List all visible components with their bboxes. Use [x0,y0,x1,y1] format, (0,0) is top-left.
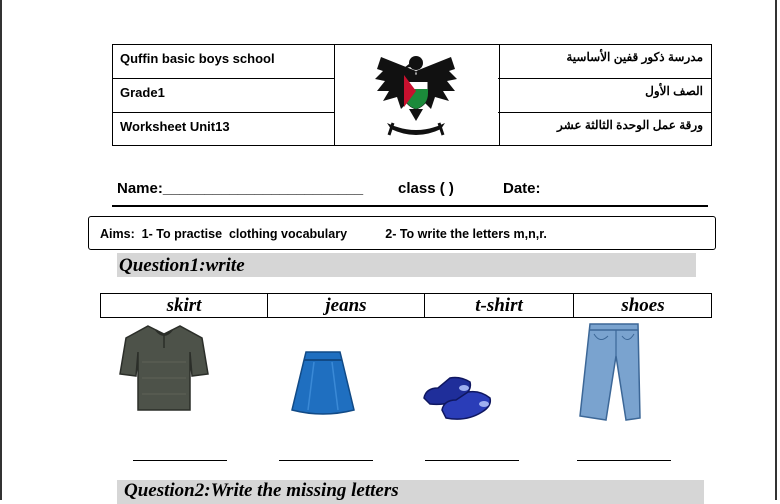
header-table [112,44,712,146]
name-label: Name:________________________ [117,180,364,197]
vocab-table [100,293,712,318]
tshirt-image [118,322,210,414]
answer-blank[interactable] [577,460,671,461]
worksheet-title-en: Worksheet Unit13 [120,119,230,134]
question1-title: Question1:write [119,255,245,276]
skirt-image [290,350,356,418]
vocab-word: t-shirt [475,295,523,316]
table-divider [499,45,500,145]
answer-blank[interactable] [425,460,519,461]
class-label: class ( ) [398,180,454,197]
page-border-left [0,0,2,500]
vocab-word: shoes [621,295,665,316]
answer-blank[interactable] [133,460,227,461]
date-label: Date: [503,180,541,197]
table-divider [334,45,335,145]
question2-title: Question2:Write the missing letters [124,480,399,501]
answer-blank[interactable] [279,460,373,461]
jeans-image [576,322,644,422]
school-name-en: Quffin basic boys school [113,45,334,79]
grade-en: Grade1 [113,79,334,113]
grade-ar: الصف الأول [498,79,711,113]
worksheet-title-ar: ورقة عمل الوحدة الثالثة عشر [557,118,703,132]
divider-line [112,205,708,207]
page-border-right [775,0,777,500]
vocab-word: skirt [166,295,202,316]
school-name-ar: مدرسة ذكور قفين الأساسية [498,45,711,79]
vocab-word: jeans [325,295,367,316]
shoes-image [420,372,496,426]
aims-text: Aims: 1- To practise clothing vocabulary 2- To write the letters m,n,r. [100,227,547,241]
palestinian-eagle-emblem-icon [371,49,461,139]
